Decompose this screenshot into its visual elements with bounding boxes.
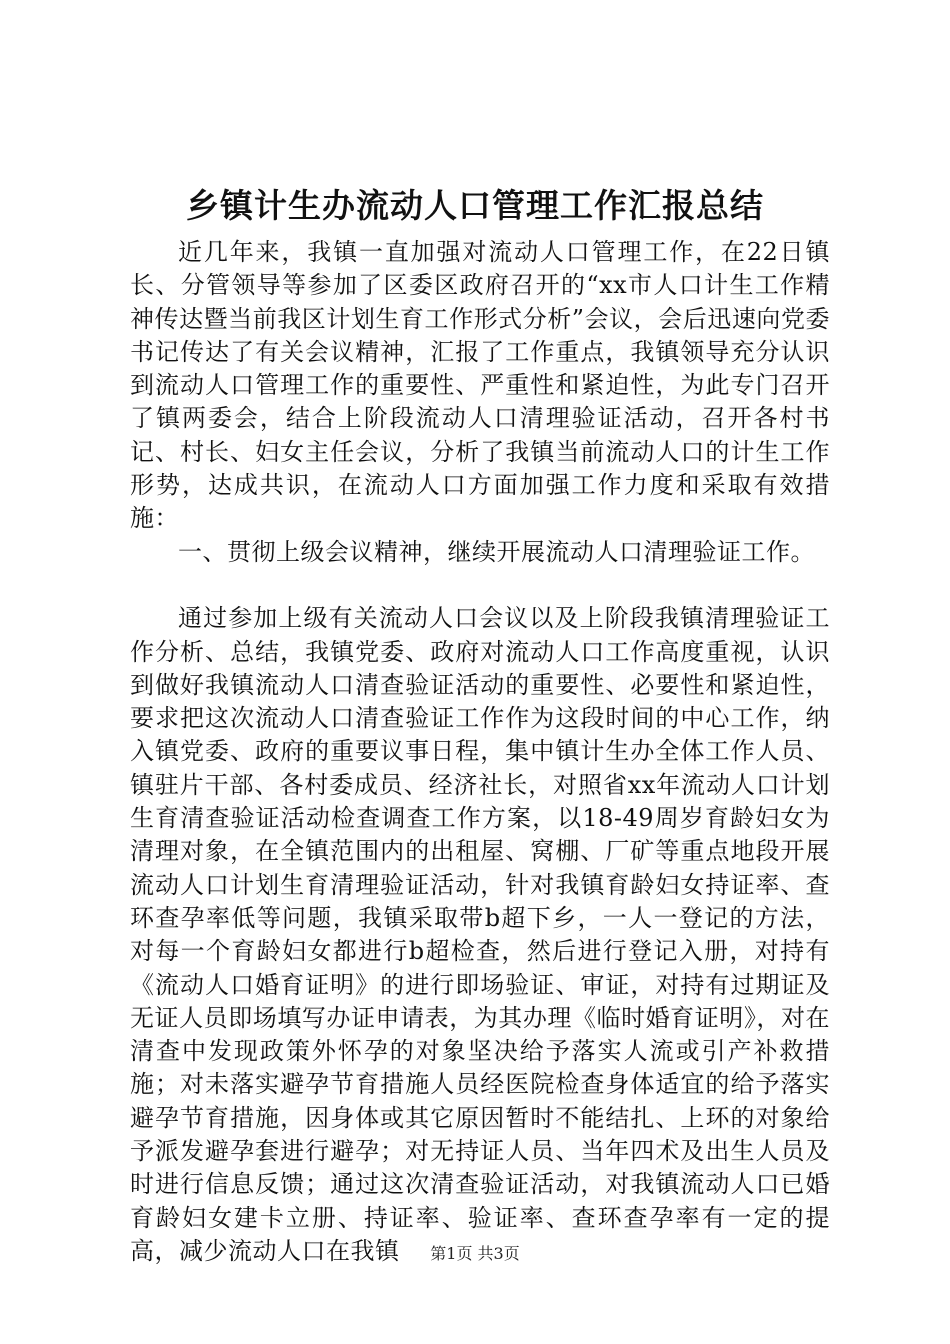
paragraph-intro: 近几年来，我镇一直加强对流动人口管理工作，在22日镇长、分管领导等参加了区委区政府召开的“xx市人口计生工作精神传达暨当前我区计划生育工作形式分析”会议，会后迅速向党委书记传达了有关会议精神，汇报了工作重点，我镇领导充分认识到流动人口管理工作的重要性、严重性和紧迫性，为此专门召开了镇两委会，结合上阶段流动人口清理验证活动，召开各村书记、村长、妇女主任会议，分析了我镇当前流动人口的计生工作形势，达成共识，在流动人口方面加强工作力度和采取有效措施： [130, 238, 830, 533]
page-number-footer: 第1页 共3页 [430, 1244, 520, 1263]
blank-line [130, 569, 830, 602]
document-body [130, 236, 830, 1268]
paragraph-section-1: 通过参加上级有关流动人口会议以及上阶段我镇清理验证工作分析、总结，我镇党委、政府对流动人口工作高度重视，认识到做好我镇流动人口清查验证活动的重要性、必要性和紧迫性，要求把这次流动人口清查验证工作作为这段时间的中心工作，纳入镇党委、政府的重要议事日程，集中镇计生办全体工作人员、镇驻片干部、各村委成员、经济社长，对照省xx年流动人口计划生育清查验证活动检查调查工作方案，以18-49周岁育龄妇女为清理对象，在全镇范围内的出租屋、窝棚、厂矿等重点地段开展流动人口计划生育清理验证活动，针对我镇育龄妇女持证率、查环查孕率低等问题，我镇采取带b超下乡，一人一登记的方法，对每一个育龄妇女都进行b超检查，然后进行登记入册，对持有《流动人口婚育证明》的进行即场验证、审证，对持有过期证及无证人员即场填写办证申请表，为其办理《临时婚育证明》，对在清查中发现政策外怀孕的对象坚决给予落实人流或引产补救措施；对未落实避孕节育措施人员经医院检查身体适宜的给予落实避孕节育措施，因身体或其它原因暂时不能结扎、上环的对象给予派发避孕套进行避孕；对无持证人员、当年四术及出生人员及时进行信息反馈；通过这次清查验证活动，对我镇流动人口已婚育龄妇女建卡立册、持证率、验证率、查环查孕率有一定的提高，减少流动人口在我镇 [130, 604, 830, 1265]
document-title: 乡镇计生办流动人口管理工作汇报总结 [186, 186, 764, 225]
section-heading-1: 一、贯彻上级会议精神，继续开展流动人口清理验证工作。 [178, 537, 815, 566]
